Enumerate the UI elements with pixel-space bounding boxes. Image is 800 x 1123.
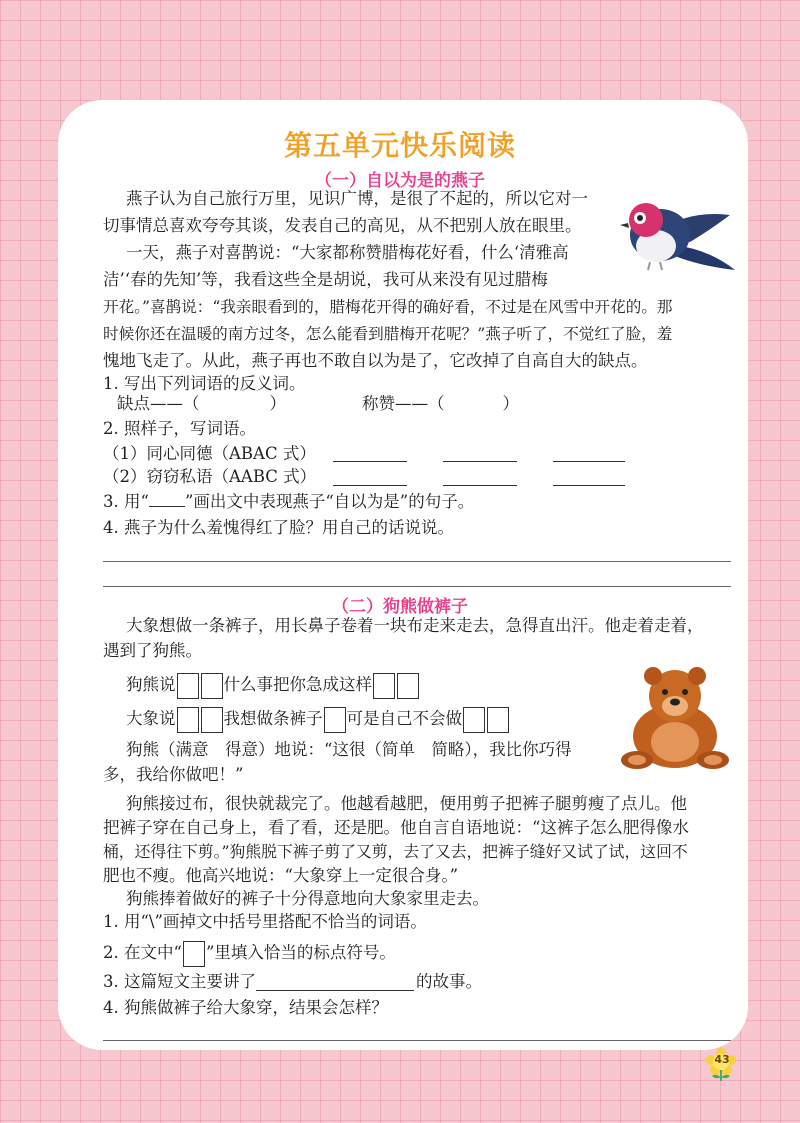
paragraph-line: 遇到了狗熊。	[103, 641, 202, 660]
paragraph-line: 愧地飞走了。从此，燕子再也不敢自以为是了，它改掉了自高自大的缺点。	[103, 351, 648, 370]
blank-line[interactable]	[553, 485, 625, 486]
section-heading-1: （一）自以为是的燕子	[315, 171, 485, 191]
example-word: （1）同心同德（ABAC 式）	[103, 444, 316, 463]
blank-line[interactable]	[256, 990, 414, 991]
question-4: 4. 燕子为什么羞愧得红了脸？用自己的话说说。	[103, 518, 454, 537]
paren-close: ）	[269, 394, 286, 413]
question-1: 1. 写出下列词语的反义词。	[103, 374, 306, 393]
answer-row	[362, 392, 519, 416]
page-title: 第五单元快乐阅读	[283, 129, 516, 162]
punctuation-box[interactable]	[463, 707, 485, 733]
answer-line[interactable]	[103, 1040, 731, 1041]
blank-line[interactable]	[333, 485, 407, 486]
paragraph-line: 大象想做一条裤子，用长鼻子卷着一块布走来走去，急得直出汗。他走着走着，	[126, 616, 704, 635]
section-heading-2: （二）狗熊做裤子	[332, 597, 468, 617]
paragraph-line: 狗熊接过布，很快就裁完了。他越看越肥，便用剪子把裤子腿剪瘦了点儿。他	[126, 794, 687, 813]
question-3-post: ”画出文中表现燕子“自以为是”的句子。	[184, 492, 475, 511]
paragraph-line: 切事情总喜欢夸夸其谈，发表自己的高见，从不把别人放在眼里。	[103, 216, 582, 235]
punctuation-box[interactable]	[177, 673, 199, 699]
punctuation-box[interactable]	[397, 673, 419, 699]
brown-bear-icon	[615, 662, 735, 772]
antonym-prompt: 称赞——（	[362, 394, 445, 413]
blank-line[interactable]	[553, 461, 625, 462]
answer-line[interactable]	[103, 561, 731, 562]
antonym-prompt: 缺点——（	[117, 394, 200, 413]
paragraph-line: 时候你还在温暖的南方过冬，怎么能看到腊梅开花呢？”燕子听了，不觉红了脸，羞	[103, 325, 673, 343]
punctuation-box[interactable]	[487, 707, 509, 733]
paragraph-line: 桶，还得往下剪。”狗熊脱下裤子剪了又剪，去了又去，把裤子缝好又试了试，这回不	[103, 842, 688, 861]
paragraph-line: 一天，燕子对喜鹊说：“大家都称赞腊梅花好看，什么‘清雅高	[126, 243, 569, 262]
paragraph-line: 洁’‘春的先知’等，我看这些全是胡说，我可从来没有见过腊梅	[103, 270, 548, 289]
punctuation-box[interactable]	[324, 707, 346, 733]
dialogue-line	[126, 670, 420, 700]
dialogue-speaker: 狗熊说	[126, 675, 176, 694]
question-3-post: 的故事。	[416, 972, 482, 991]
punctuation-box[interactable]	[201, 673, 223, 699]
dialogue-text: 可是自己不会做	[346, 709, 462, 728]
swallow-bird-icon	[620, 190, 740, 280]
question-3-pre: 3. 用“	[103, 492, 149, 511]
paragraph-line: 肥也不瘦。他高兴地说：“大象穿上一定很合身。”	[103, 866, 459, 885]
question-1: 1. 用“\”画掉文中括号里搭配不恰当的词语。	[103, 912, 427, 931]
paragraph-line: 燕子认为自己旅行万里，见识广博，是很了不起的，所以它对一	[126, 189, 588, 208]
paragraph-line: 狗熊捧着做好的裤子十分得意地向大象家里走去。	[126, 889, 489, 908]
wavy-line-sample	[149, 490, 185, 507]
blank-line[interactable]	[333, 461, 407, 462]
dialogue-line	[126, 704, 510, 734]
dialogue-text: 我想做条裤子	[223, 709, 323, 728]
question-2	[103, 938, 396, 968]
dialogue-text: 什么事把你急成这样	[223, 675, 372, 694]
page-number: 43	[714, 1053, 730, 1066]
example-word: （2）窃窃私语（AABC 式）	[103, 467, 317, 486]
question-2-pre: 2. 在文中“	[103, 943, 182, 962]
punctuation-box[interactable]	[373, 673, 395, 699]
punctuation-box[interactable]	[177, 707, 199, 733]
blank-line[interactable]	[443, 461, 517, 462]
paragraph-line: 多，我给你做吧！”	[103, 765, 244, 784]
punctuation-box-sample	[183, 941, 205, 967]
answer-line[interactable]	[103, 586, 731, 587]
question-2: 2. 照样子，写词语。	[103, 419, 256, 438]
paragraph-line: 开花。”喜鹊说：“我亲眼看到的，腊梅花开得的确好看，不过是在风雪中开花的。那	[103, 298, 673, 316]
paren-close: ）	[502, 394, 519, 413]
blank-line[interactable]	[443, 485, 517, 486]
paragraph-line: 狗熊（满意 得意）地说：“这很（简单 简略），我比你巧得	[126, 740, 572, 759]
paragraph-line: 把裤子穿在自己身上，看了看，还是肥。他自言自语地说：“这裤子怎么肥得像水	[103, 818, 689, 837]
question-2-post: ”里填入恰当的标点符号。	[205, 943, 396, 962]
punctuation-box[interactable]	[201, 707, 223, 733]
question-3-pre: 3. 这篇短文主要讲了	[103, 972, 256, 991]
question-4: 4. 狗熊做裤子给大象穿，结果会怎样？	[103, 998, 388, 1017]
answer-row	[117, 392, 286, 416]
dialogue-speaker: 大象说	[126, 709, 176, 728]
question-3	[103, 490, 474, 514]
